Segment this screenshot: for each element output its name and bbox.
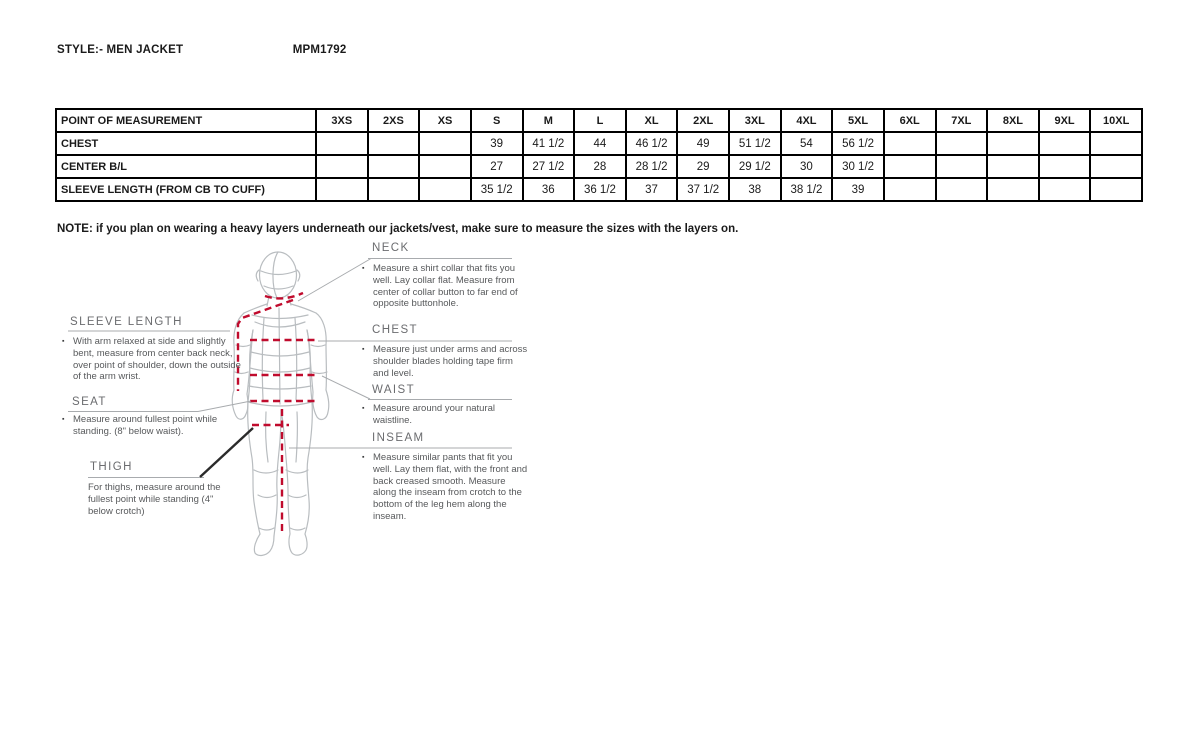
cell: 28 1/2 xyxy=(626,155,678,178)
table-row xyxy=(56,132,1142,155)
column-header: 8XL xyxy=(987,109,1039,132)
thigh-description: For thighs, measure around the fullest point while standing (4" below crotch) xyxy=(88,482,221,517)
inseam-description: ▪ Measure similar pants that fit you well. Lay them flat, with the front and back creased smooth. Measure along the inseam from crotch to the bottom of the leg hem along the inseam. xyxy=(362,452,528,522)
cell: 29 1/2 xyxy=(729,155,781,178)
cell xyxy=(419,155,471,178)
bullet-marker: ▪ xyxy=(62,338,65,345)
cell: 36 xyxy=(523,178,575,201)
chest-description: ▪ Measure just under arms and across shoulder blades holding tape firm and level. xyxy=(362,344,528,379)
cell xyxy=(316,155,368,178)
cell: 29 xyxy=(677,155,729,178)
cell xyxy=(884,178,936,201)
sleeve-length-description: ▪ With arm relaxed at side and slightly bent, measure from center back neck, over point of shoulder, down the outside of the arm wrist. xyxy=(62,336,241,383)
cell xyxy=(368,155,420,178)
style-label: STYLE:- MEN JACKET xyxy=(57,44,184,56)
cell: 27 1/2 xyxy=(523,155,575,178)
waist-leader-line xyxy=(322,376,512,400)
thigh-heading: THIGH xyxy=(90,461,133,473)
column-header: M xyxy=(523,109,575,132)
bullet-marker: ▪ xyxy=(362,346,365,353)
cell xyxy=(987,178,1039,201)
column-header: 2XL xyxy=(677,109,729,132)
column-header: 7XL xyxy=(936,109,988,132)
cell: 49 xyxy=(677,132,729,155)
cell: 37 1/2 xyxy=(677,178,729,201)
cell xyxy=(1039,178,1091,201)
body-figure xyxy=(232,252,329,555)
column-header: L xyxy=(574,109,626,132)
cell xyxy=(316,178,368,201)
column-header: 10XL xyxy=(1090,109,1142,132)
seat-description: ▪ Measure around fullest point while standing. (8" below waist). xyxy=(62,414,218,437)
column-header: 4XL xyxy=(781,109,833,132)
column-header: 6XL xyxy=(884,109,936,132)
size-table xyxy=(55,108,1143,202)
cell xyxy=(1090,178,1142,201)
cell xyxy=(936,132,988,155)
cell xyxy=(987,132,1039,155)
sleeve-length-heading: SLEEVE LENGTH xyxy=(70,316,183,328)
column-header: 3XL xyxy=(729,109,781,132)
bullet-marker: ▪ xyxy=(362,405,365,412)
seat-heading: SEAT xyxy=(72,396,107,408)
cell: 44 xyxy=(574,132,626,155)
sleeve-measure-line xyxy=(238,300,293,391)
cell xyxy=(1039,155,1091,178)
neck-heading: NECK xyxy=(372,242,410,254)
column-header: 5XL xyxy=(832,109,884,132)
cell: 39 xyxy=(832,178,884,201)
cell xyxy=(884,132,936,155)
cell: 54 xyxy=(781,132,833,155)
cell: 41 1/2 xyxy=(523,132,575,155)
column-header: 2XS xyxy=(368,109,420,132)
cell: 37 xyxy=(626,178,678,201)
cell xyxy=(316,132,368,155)
cell: 30 1/2 xyxy=(832,155,884,178)
cell xyxy=(368,178,420,201)
column-header: 3XS xyxy=(316,109,368,132)
size-table-header-row xyxy=(56,109,1142,132)
column-header: POINT OF MEASUREMENT xyxy=(56,109,316,132)
cell: 51 1/2 xyxy=(729,132,781,155)
table-row xyxy=(56,155,1142,178)
cell: 39 xyxy=(471,132,523,155)
cell xyxy=(936,155,988,178)
chest-heading: CHEST xyxy=(372,324,418,336)
inseam-heading: INSEAM xyxy=(372,432,425,444)
neck-measure-line xyxy=(265,293,303,298)
cell: 27 xyxy=(471,155,523,178)
page-title xyxy=(57,44,347,56)
table-row xyxy=(56,178,1142,201)
cell xyxy=(884,155,936,178)
cell xyxy=(1090,132,1142,155)
cell xyxy=(1090,155,1142,178)
cell xyxy=(419,178,471,201)
column-header: XL xyxy=(626,109,678,132)
cell: 38 1/2 xyxy=(781,178,833,201)
cell: 36 1/2 xyxy=(574,178,626,201)
cell: 46 1/2 xyxy=(626,132,678,155)
bullet-marker: ▪ xyxy=(362,454,365,461)
neck-description: ▪ Measure a shirt collar that fits you well. Lay collar flat. Measure from center of collar button to far end of opposite buttonhole. xyxy=(362,263,518,310)
cell xyxy=(987,155,1039,178)
cell: 35 1/2 xyxy=(471,178,523,201)
column-header: S xyxy=(471,109,523,132)
cell: 28 xyxy=(574,155,626,178)
note-text: NOTE: if you plan on wearing a heavy layers underneath our jackets/vest, make sure to measure the sizes with the layers on. xyxy=(57,222,739,235)
column-header: XS xyxy=(419,109,471,132)
cell xyxy=(368,132,420,155)
waist-heading: WAIST xyxy=(372,384,415,396)
row-label: CENTER B/L xyxy=(56,155,316,178)
cell xyxy=(419,132,471,155)
cell: 56 1/2 xyxy=(832,132,884,155)
bullet-marker: ▪ xyxy=(362,265,365,272)
cell: 30 xyxy=(781,155,833,178)
bullet-marker: ▪ xyxy=(62,416,65,423)
style-code: MPM1792 xyxy=(292,44,347,56)
row-label: CHEST xyxy=(56,132,316,155)
row-label: SLEEVE LENGTH (FROM CB TO CUFF) xyxy=(56,178,316,201)
column-header: 9XL xyxy=(1039,109,1091,132)
waist-description: ▪ Measure around your natural waistline. xyxy=(362,403,495,426)
cell xyxy=(936,178,988,201)
cell: 38 xyxy=(729,178,781,201)
cell xyxy=(1039,132,1091,155)
